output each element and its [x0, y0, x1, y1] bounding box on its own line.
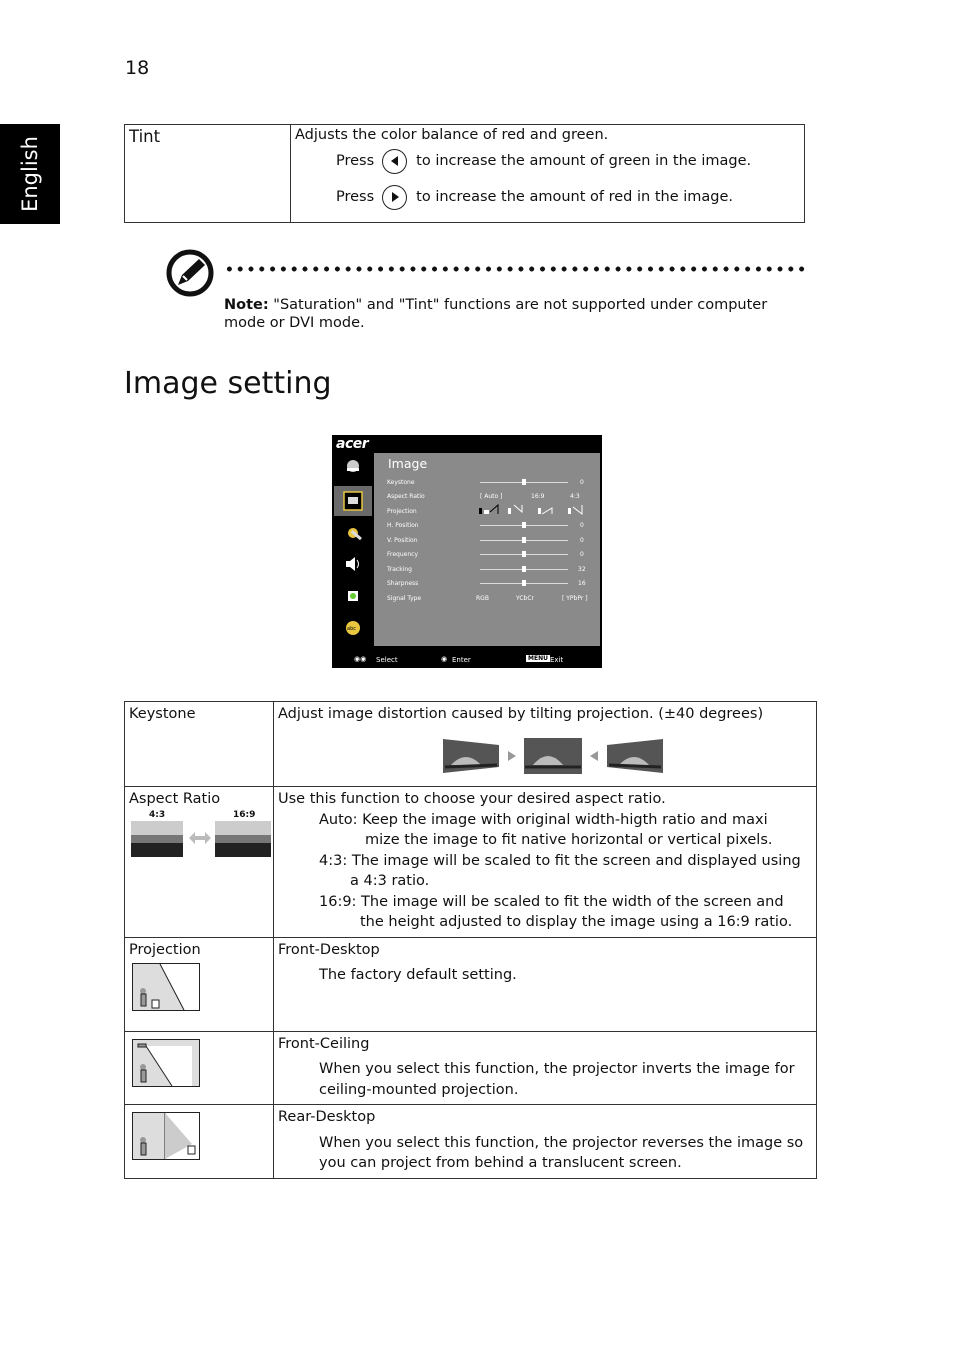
aspect-43-line1: 4:3: The image will be scaled to fit the screen and displayed using — [319, 852, 801, 869]
language-tab — [0, 124, 60, 224]
front-desktop-icon — [132, 963, 200, 1011]
osd-option: [ YPbPr ] — [562, 595, 588, 602]
table-row — [125, 937, 817, 1031]
right-arrow-icon — [382, 185, 407, 210]
osd-row-value: 0 — [580, 522, 584, 529]
language-tab-label: English — [18, 136, 42, 212]
osd-row-label: Aspect Ratio — [387, 493, 425, 500]
osd-row-label: Projection — [387, 508, 417, 515]
aspect-intro: Use this function to choose your desired aspect ratio. — [278, 791, 666, 807]
osd-panel-title: Image — [388, 456, 428, 471]
image-settings-table — [124, 701, 817, 1179]
osd-footer — [332, 651, 602, 668]
enter-icon: ◉ — [441, 655, 448, 663]
rear-desktop-cell — [274, 1105, 817, 1179]
osd-exit-label: Exit — [550, 656, 564, 664]
osd-row-label: Keystone — [387, 479, 415, 486]
keystone-label: Keystone — [125, 702, 274, 787]
tint-label: Tint — [125, 125, 291, 223]
svg-text:abc: abc — [347, 626, 356, 632]
settings-icon — [348, 528, 362, 540]
note-body: "Saturation" and "Tint" functions are not supported under computer mode or DVI mode. — [224, 297, 768, 331]
aspect-43-line2: a 4:3 ratio. — [350, 873, 430, 889]
image-icon — [344, 492, 362, 510]
table-row — [125, 787, 817, 938]
frequency-slider — [480, 554, 568, 555]
front-ceiling-icon-cell — [125, 1031, 274, 1105]
tint-press-left — [336, 143, 800, 179]
v-position-slider — [480, 540, 568, 541]
osd-sidebar — [332, 451, 374, 651]
volume-icon — [346, 557, 359, 571]
table-row — [125, 1031, 817, 1105]
management-icon — [348, 591, 358, 601]
press-word: Press — [336, 189, 375, 205]
osd-row-label: H. Position — [387, 522, 419, 529]
osd-row-label: Frequency — [387, 551, 418, 558]
osd-row-value: 0 — [580, 479, 584, 486]
rear-desktop-icon — [132, 1112, 200, 1160]
aspect-label-cell — [125, 787, 274, 938]
table-row — [125, 702, 817, 787]
osd-option: 16:9 — [531, 493, 545, 500]
osd-option: 4:3 — [570, 493, 580, 500]
aspect-label: Aspect Ratio — [129, 791, 221, 807]
menu-key-icon: MENU — [528, 655, 548, 662]
osd-row-value: 0 — [580, 537, 584, 544]
front-ceiling-cell — [274, 1031, 817, 1105]
keystone-illustration — [441, 737, 812, 775]
aspect-auto-line2: mize the image to fit native horizontal or vertical pixels. — [365, 832, 773, 848]
osd-image-panel — [374, 453, 600, 646]
front-ceiling-title: Front-Ceiling — [278, 1035, 370, 1052]
front-desktop-title: Front-Desktop — [278, 941, 380, 958]
aspect-illustration — [129, 810, 269, 866]
osd-row-value: 0 — [580, 551, 584, 558]
color-icon — [347, 460, 359, 472]
keystone-image-icon — [605, 737, 665, 775]
osd-row-label: Sharpness — [387, 580, 419, 587]
tint-right-text: to increase the amount of red in the image. — [416, 189, 733, 205]
osd-row-value: 32 — [578, 566, 586, 573]
front-desktop-cell — [274, 937, 817, 1031]
osd-row-label: Signal Type — [387, 595, 422, 602]
osd-enter-label: Enter — [452, 656, 471, 664]
aspect-16-9-image-icon — [215, 821, 271, 857]
note-divider — [224, 266, 810, 272]
keystone-text: Adjust image distortion caused by tilting projection. (±40 degrees) — [278, 706, 764, 722]
osd-option: YCbCr — [516, 595, 534, 602]
tracking-slider — [480, 569, 568, 570]
double-arrow-icon — [189, 832, 211, 844]
tint-description-cell — [291, 125, 805, 223]
left-arrow-icon — [382, 149, 407, 174]
rear-desktop-icon-cell — [125, 1105, 274, 1179]
aspect-4-3-image-icon — [131, 821, 183, 857]
keystone-cell — [274, 702, 817, 787]
projection-label-cell — [125, 937, 274, 1031]
page-number: 18 — [125, 57, 150, 79]
opera-house-image-icon — [523, 737, 583, 775]
keystone-image-icon — [441, 737, 501, 775]
osd-row-label: V. Position — [387, 537, 418, 544]
aspect-169-line1: 16:9: The image will be scaled to fit the width of the screen and — [319, 893, 784, 910]
language-icon — [346, 621, 360, 635]
press-word: Press — [336, 153, 375, 169]
tint-description: Adjusts the color balance of red and green. — [295, 127, 609, 143]
aspect-169-line2: the height adjusted to display the image using a 16:9 ratio. — [360, 914, 793, 930]
table-row — [125, 1105, 817, 1179]
aspect-thumb-b-label: 16:9 — [233, 809, 256, 820]
acer-logo: acer — [336, 436, 369, 452]
triangle-left-icon — [589, 750, 599, 762]
osd-option: RGB — [476, 595, 489, 602]
keystone-slider — [480, 482, 568, 483]
tint-table — [124, 124, 805, 223]
tint-left-text: to increase the amount of green in the image. — [416, 153, 752, 169]
note-pen-icon — [166, 249, 214, 297]
aspect-auto-line1: Auto: Keep the image with original width-higth ratio and maxi — [319, 811, 768, 828]
sharpness-slider — [480, 583, 568, 584]
aspect-thumb-a-label: 4:3 — [149, 809, 166, 820]
osd-row-value: 16 — [578, 580, 586, 587]
section-title: Image setting — [124, 366, 332, 401]
front-ceiling-icon — [132, 1039, 200, 1087]
projection-label: Projection — [129, 941, 201, 958]
osd-menu-screenshot — [332, 435, 602, 668]
rear-desktop-text: When you select this function, the projector reverses the image so you can project from behind a translucent screen. — [319, 1134, 804, 1171]
triangle-right-icon — [507, 750, 517, 762]
note-text — [224, 296, 804, 332]
up-down-icon: ◉◉ — [354, 655, 367, 663]
rear-desktop-title: Rear-Desktop — [278, 1109, 376, 1125]
osd-select-label: Select — [376, 656, 398, 664]
tint-press-right — [336, 179, 800, 215]
osd-projection-icons — [478, 502, 590, 518]
h-position-slider — [480, 525, 568, 526]
front-desktop-text: The factory default setting. — [319, 967, 517, 983]
osd-option: [ Auto ] — [480, 493, 503, 500]
note-label: Note: — [224, 297, 269, 313]
front-ceiling-text: When you select this function, the projector inverts the image for ceiling-mounted projection. — [319, 1061, 795, 1098]
aspect-cell — [274, 787, 817, 938]
osd-row-label: Tracking — [387, 566, 412, 573]
